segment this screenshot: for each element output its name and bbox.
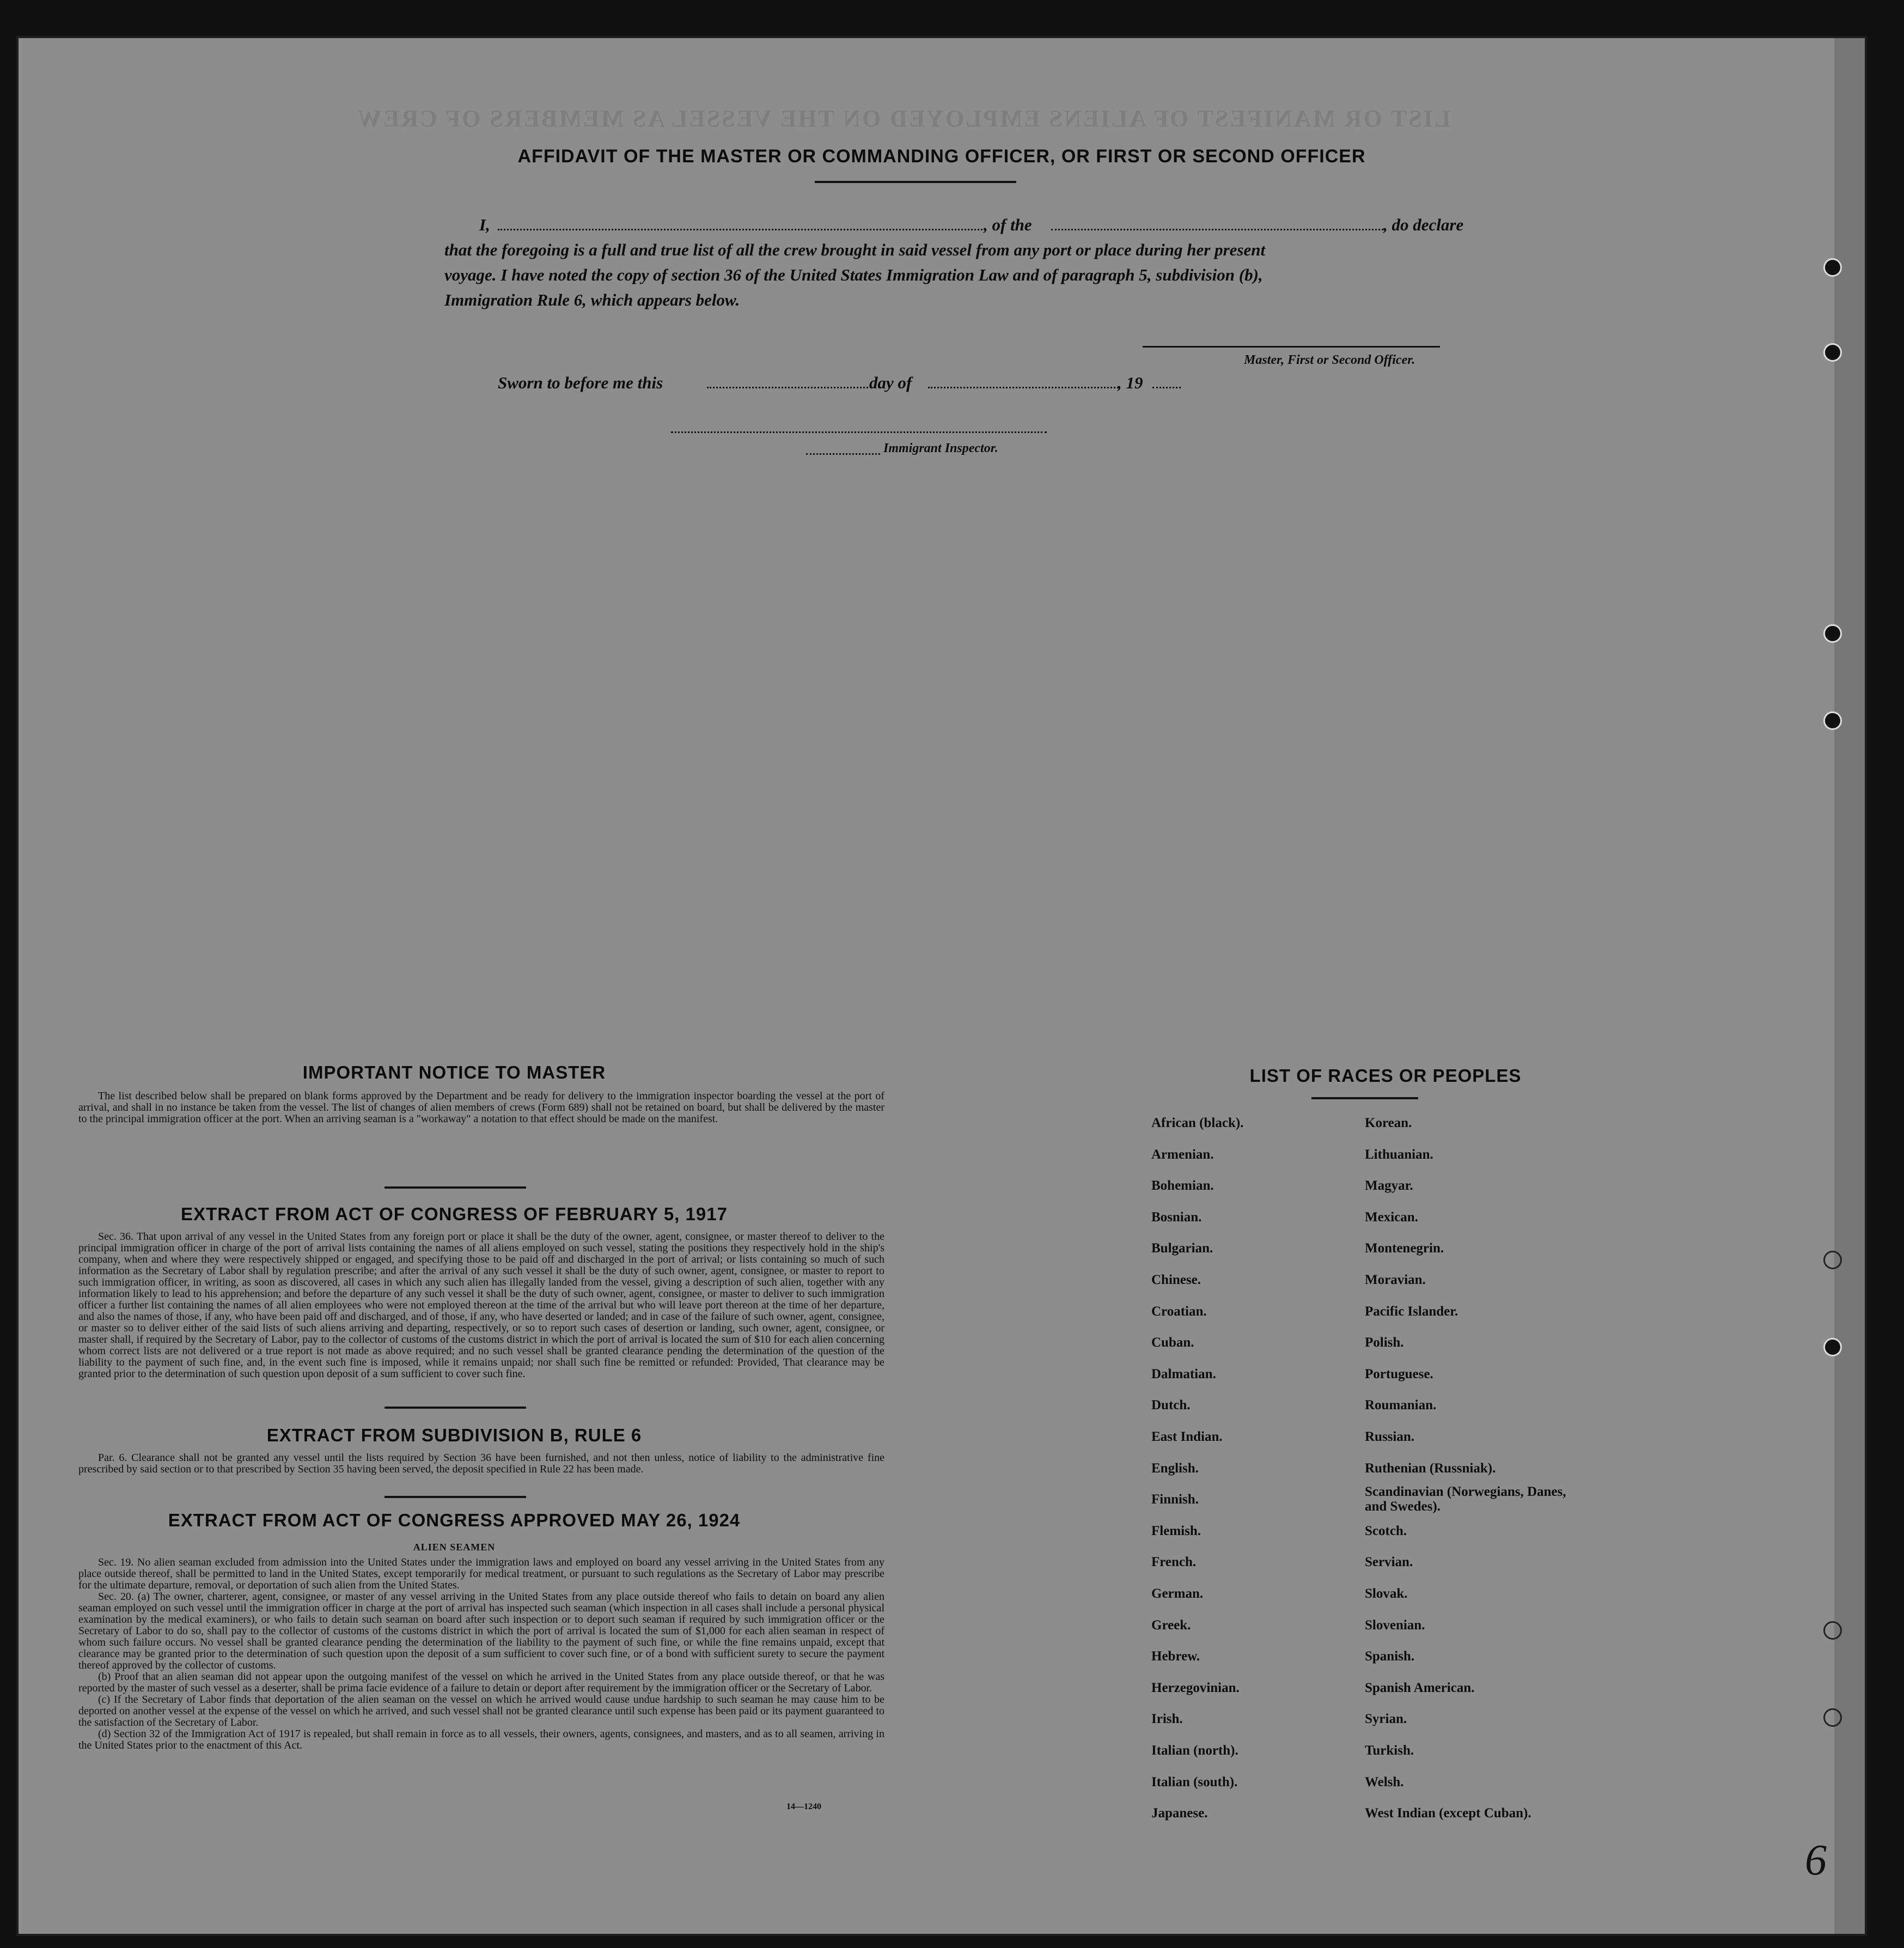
race-item: Mexican. bbox=[1365, 1209, 1418, 1225]
affidavit-declare: , do declare bbox=[1383, 215, 1464, 234]
margin-mark: 6 bbox=[1805, 1836, 1827, 1884]
races-underline bbox=[1311, 1097, 1418, 1099]
race-item: French. bbox=[1151, 1555, 1197, 1570]
bleed-through-heading: LIST OR MANIFEST OF ALIENS EMPLOYED ON THE VESSEL AS MEMBERS OF CREW bbox=[356, 105, 1451, 132]
binder-hole bbox=[1823, 1251, 1842, 1269]
extract-1924-body bbox=[78, 1557, 884, 1751]
race-item: Servian. bbox=[1365, 1555, 1413, 1570]
race-item: Armenian. bbox=[1151, 1147, 1214, 1162]
sworn-text: Sworn to before me this bbox=[498, 373, 663, 392]
affidavit-line-4: Immigration Rule 6, which appears below. bbox=[444, 290, 740, 309]
race-item: Italian (south). bbox=[1151, 1774, 1238, 1789]
binder-hole bbox=[1823, 1338, 1842, 1356]
race-item: Italian (north). bbox=[1151, 1743, 1238, 1758]
race-item: Korean. bbox=[1365, 1116, 1412, 1130]
race-item: Bulgarian. bbox=[1151, 1241, 1213, 1256]
extract-1917-title: EXTRACT FROM ACT OF CONGRESS OF FEBRUARY 5, 1917 bbox=[181, 1204, 728, 1224]
race-item: Syrian. bbox=[1365, 1712, 1407, 1727]
race-item: Chinese. bbox=[1151, 1273, 1201, 1287]
master-label: Master, First or Second Officer. bbox=[1244, 353, 1415, 367]
race-item: Croatian. bbox=[1151, 1304, 1207, 1319]
sworn-year-blank[interactable] bbox=[1152, 387, 1181, 388]
inspector-lead-line bbox=[806, 453, 880, 455]
notice-body: The list described below shall be prepared on blank forms approved by the Department and be ready for delivery to the immigration inspector boarding the vessel at the port of arrival, and shall in no instance be taken from the vessel. The list of changes of alien members of crews (Form 689) shall not be retained on board, but shall be delivered by the master to the principal immigration officer at the port. When an arriving seaman is a "workaway" a notation to that effect should be made on the manifest. bbox=[78, 1090, 884, 1125]
races-title: LIST OF RACES OR PEOPLES bbox=[1249, 1066, 1522, 1086]
sworn-year-prefix: , 19 bbox=[1118, 373, 1143, 392]
extract-rule6-title: EXTRACT FROM SUBDIVISION B, RULE 6 bbox=[266, 1425, 642, 1445]
race-item: Moravian. bbox=[1365, 1273, 1426, 1287]
divider-3 bbox=[385, 1496, 526, 1498]
master-signature-line[interactable] bbox=[1143, 346, 1440, 348]
race-item: Hebrew. bbox=[1151, 1649, 1200, 1664]
divider-1 bbox=[385, 1186, 526, 1189]
race-item: Scandinavian (Norwegians, Danes, and Swedes). bbox=[1365, 1484, 1566, 1514]
divider-2 bbox=[385, 1407, 526, 1409]
extract-1924-subtitle: ALIEN SEAMEN bbox=[413, 1542, 496, 1553]
race-item: Spanish. bbox=[1365, 1649, 1415, 1664]
sworn-month-blank[interactable] bbox=[928, 387, 1119, 388]
extract-1917-body: Sec. 36. That upon arrival of any vessel in the United States from any foreign port or place it shall be the duty of the owner, agent, consignee, or master thereof to deliver to the principal immigration officer in charge of the port of arrival lists containing the names of all aliens employed on such vessel, stating the positions they respectively hold in the ship's company, when and where they were respectively shipped or engaged, and specifying those to be paid off and discharged in the port of arrival; or lists containing so much of such information as the Secretary of Labor shall by regulation prescribe; and after the arrival of any such vessel it shall be the duty of such owner, agent, consignee, or master to report to such immigration officer, in writing, as soon as discovered, all cases in which any such alien has illegally landed from the vessel, giving a description of such alien, together with any information likely to lead to his apprehension; and before the departure of any such vessel it shall be the duty of such owner, agent, consignee, or master to deliver to such immigration officer a further list containing the names of all alien employees who were not employed thereon at the time of the arrival but who will leave port thereon at the time of her departure, and also the names of those, if any, who have been paid off and discharged, and of those, if any, who have deserted or landed; and in case of the failure of such owner, agent, consignee, or master so to deliver either of the said lists of such aliens arriving and departing, respectively, or so to report such cases of desertion or landing, such owner, agent, consignee, or master shall, if required by the Secretary of Labor, pay to the collector of customs of the customs district in which the port of arrival is located the sum of $10 for each alien concerning whom correct lists are not delivered or a true report is not made as above required; and no such vessel shall be granted clearance pending the determination of the question of the liability to the payment of such fine, and, in the event such fine is imposed, while it remains unpaid; nor shall such fine be remitted or refunded: Provided, That clearance may be granted prior to the determination of such question upon deposit of a sum sufficient to cover such fine. bbox=[78, 1231, 884, 1380]
race-item: English. bbox=[1151, 1460, 1199, 1476]
affidavit-line-2: that the foregoing is a full and true list of all the crew brought in said vessel from any port or place during her present bbox=[444, 240, 1266, 259]
race-item: West Indian (except Cuban). bbox=[1365, 1806, 1531, 1821]
race-item: Dutch. bbox=[1151, 1398, 1191, 1413]
affidavit-I: I, bbox=[479, 215, 490, 234]
race-item: German. bbox=[1151, 1586, 1204, 1601]
race-item: Magyar. bbox=[1365, 1178, 1413, 1194]
race-item: Japanese. bbox=[1151, 1806, 1208, 1821]
extract-rule6-body: Par. 6. Clearance shall not be granted any vessel until the lists required by Section 36 have been furnished, and not then unless, notice of liability to the administrative fine prescribed by said section or to that prescribed by Section 35 having been served, the deposit specified in Rule 22 has been made. bbox=[78, 1452, 884, 1475]
sworn-day-blank[interactable] bbox=[707, 387, 868, 388]
name-blank[interactable] bbox=[498, 229, 982, 230]
race-item: Irish. bbox=[1151, 1712, 1183, 1727]
binder-hole bbox=[1823, 711, 1842, 730]
race-item: Finnish. bbox=[1151, 1492, 1199, 1507]
race-item: Ruthenian (Russniak). bbox=[1365, 1460, 1496, 1476]
race-item: Lithuanian. bbox=[1365, 1147, 1433, 1162]
race-item: East Indian. bbox=[1151, 1429, 1223, 1444]
notice-title: IMPORTANT NOTICE TO MASTER bbox=[302, 1062, 606, 1082]
race-item: Turkish. bbox=[1365, 1743, 1414, 1758]
affidavit-title: AFFIDAVIT OF THE MASTER OR COMMANDING OFFICER, OR FIRST OR SECOND OFFICER bbox=[517, 146, 1366, 167]
race-item: Portuguese. bbox=[1365, 1366, 1433, 1381]
binder-hole bbox=[1823, 1708, 1842, 1727]
race-item: Flemish. bbox=[1151, 1523, 1201, 1538]
race-item: Cuban. bbox=[1151, 1335, 1194, 1350]
vessel-blank[interactable] bbox=[1051, 229, 1383, 230]
race-item: Slovenian. bbox=[1365, 1617, 1425, 1633]
form-number: 14—1240 bbox=[786, 1802, 821, 1811]
race-item: Greek. bbox=[1151, 1617, 1191, 1633]
race-item: Polish. bbox=[1365, 1335, 1404, 1350]
affidavit-of-the: , of the bbox=[984, 215, 1032, 234]
affidavit-line-3: voyage. I have noted the copy of section 36 of the United States Immigration Law and of paragraph 5, subdivision (b), bbox=[444, 265, 1263, 284]
race-item: Bosnian. bbox=[1151, 1209, 1202, 1225]
race-item: Welsh. bbox=[1365, 1774, 1404, 1789]
sec-19: Sec. 19. No alien seaman excluded from admission into the United States under the immigration laws and employed on board any vessel arriving in the United States from any place outside thereof, shall be permitted to land in the United States, except temporarily for medical treatment, or pursuant to such regulations as the Secretary of Labor may prescribe for the ultimate departure, removal, or deportation of such alien from the United States. bbox=[78, 1556, 884, 1591]
race-item: African (black). bbox=[1151, 1116, 1244, 1130]
race-item: Montenegrin. bbox=[1365, 1241, 1444, 1256]
binder-hole bbox=[1823, 258, 1842, 277]
race-item: Spanish American. bbox=[1365, 1680, 1475, 1695]
race-item: Bohemian. bbox=[1151, 1178, 1214, 1194]
race-item: Slovak. bbox=[1365, 1586, 1408, 1601]
title-underline bbox=[815, 181, 1016, 183]
sheet-edge bbox=[1834, 38, 1865, 1934]
sec-20-d: (d) Section 32 of the Immigration Act of 1917 is repealed, but shall remain in force as to all vessels, their owners, agents, consignees, and masters, and as to all seamen, arriving in the United States prior to the enactment of this Act. bbox=[78, 1728, 884, 1751]
sworn-day-of: day of bbox=[869, 373, 912, 392]
inspector-signature-line[interactable] bbox=[671, 431, 1047, 433]
extract-1924-title: EXTRACT FROM ACT OF CONGRESS APPROVED MAY 26, 1924 bbox=[168, 1510, 741, 1530]
race-item: Scotch. bbox=[1365, 1523, 1407, 1538]
binder-hole bbox=[1823, 624, 1842, 643]
race-item: Roumanian. bbox=[1365, 1398, 1437, 1413]
race-item: Herzegovinian. bbox=[1151, 1680, 1240, 1695]
binder-hole bbox=[1823, 1621, 1842, 1640]
sec-20-c: (c) If the Secretary of Labor finds that deportation of the alien seaman on the vessel on which he arrived would cause undue hardship to such seaman he may cause him to be deported on another vessel at the expense of the vessel on which he arrived, and such vessel shall not be granted clearance until such expense has been paid or its payment guaranteed to the satisfaction of the Secretary of Labor. bbox=[78, 1694, 884, 1728]
sec-20-b: (b) Proof that an alien seaman did not appear upon the outgoing manifest of the vessel on which he arrived in the United States from any place outside thereof, or that he was reported by the master of such vessel as a deserter, shall be prima facie evidence of a failure to detain or deport after requirement by the immigration officer or the Secretary of Labor. bbox=[78, 1671, 884, 1694]
document-sheet bbox=[19, 38, 1865, 1934]
sec-20-a: Sec. 20. (a) The owner, charterer, agent, consignee, or master of any vessel arriving in the United States from any place outside thereof who fails to detain on board any alien seaman employed on such vessel until the immigration officer in charge at the port of arrival has inspected such seaman (which inspection in all cases shall include a personal physical examination by the medical examiners), or who fails to detain such seaman on board after such inspection or to deport such seaman if required by such immigration officer or the Secretary of Labor to do so, shall pay to the collector of customs of the customs district in which the port of arrival is located the sum of $1,000 for each alien seaman in respect of whom such failure occurs. No vessel shall be granted clearance pending the determination of the liability to the payment of such fine, or while the fine remains unpaid, except that clearance may be granted prior to the determination of such question upon the deposit of a sum sufficient to cover such fine, or of a bond with sufficient surety to secure the payment thereof approved by the collector of customs. bbox=[78, 1591, 884, 1671]
inspector-label: Immigrant Inspector. bbox=[883, 441, 998, 455]
race-item: Pacific Islander. bbox=[1365, 1304, 1458, 1319]
binder-hole bbox=[1823, 343, 1842, 362]
race-item: Dalmatian. bbox=[1151, 1366, 1216, 1381]
race-item: Russian. bbox=[1365, 1429, 1415, 1444]
